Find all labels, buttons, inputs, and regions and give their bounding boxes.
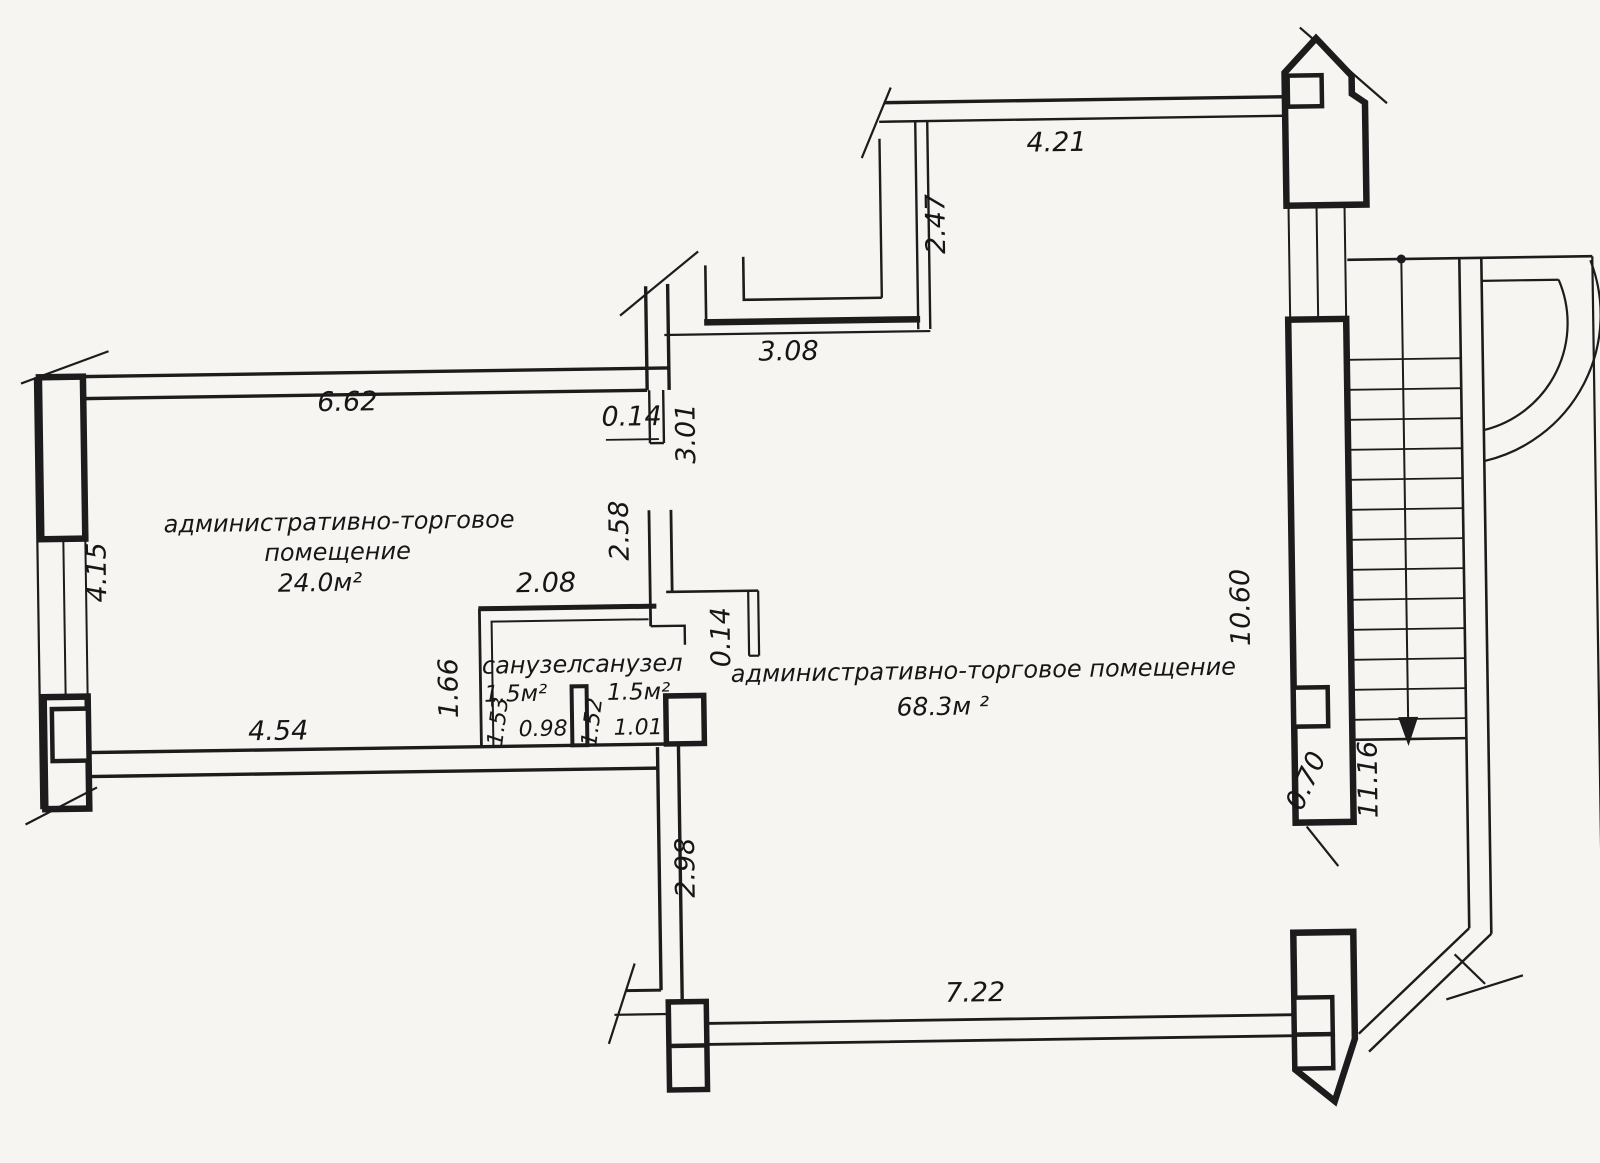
dim-bath-left-inner-width: 0.98 (518, 716, 568, 743)
room-small-top-wall (81, 251, 700, 398)
dim-bay-depth: 2.47 (920, 193, 953, 255)
dim-bottom-left-wall: 4.54 (247, 715, 309, 748)
room-large-area: 68.3м ² (896, 691, 990, 722)
dim-left-wall: 4.15 (81, 542, 114, 603)
dim-mid-wall: 3.08 (758, 335, 819, 368)
room-small-bottom-wall (88, 695, 705, 776)
dim-niche-drop: 3.01 (670, 403, 703, 464)
dim-right-wall-stub: 0.70 (1279, 747, 1333, 815)
room-small-name-line2: помещение (263, 536, 412, 567)
dim-partition-lower: 2.98 (669, 837, 702, 899)
room-small-area: 24.0м² (277, 567, 363, 598)
bathroom-right-name: санузел (581, 648, 683, 679)
dim-top-wall: 4.21 (1026, 126, 1087, 159)
right-window-wall (1289, 205, 1347, 320)
dim-wall-thickness: 0.14 (705, 606, 738, 668)
stairwell (1345, 252, 1600, 976)
lower-partition (604, 743, 707, 1090)
bathroom-left-name: санузел (481, 650, 583, 680)
bathroom-right-area: 1.5м² (606, 678, 671, 706)
dim-partition-upper: 2.58 (603, 500, 636, 561)
dim-bath-left-inner-height: 1.53 (483, 695, 515, 748)
bottom-right-diagonal-wall (1357, 927, 1524, 1051)
stair-direction-arrow (1391, 254, 1418, 746)
dimension-labels (75, 122, 1387, 1021)
dim-bottom-wall: 7.22 (944, 977, 1006, 1009)
top-right-column (1284, 26, 1389, 205)
mid-step-walls (663, 254, 930, 335)
dim-stair-run: 11.16 (1352, 740, 1385, 819)
dim-top-left-wall: 6.62 (317, 386, 378, 419)
dim-bath-right-inner-height: 1.52 (577, 696, 609, 749)
bottom-right-column (1293, 932, 1356, 1102)
room-large-name: административно-торговое помещение (730, 652, 1237, 689)
dim-bath-right-inner-width: 1.01 (613, 715, 663, 741)
dim-niche-offset: 0.14 (601, 401, 662, 433)
dim-bath-left-height: 1.66 (433, 657, 466, 719)
dim-bath-block-width: 2.08 (515, 567, 577, 600)
bathroom-left-area: 1.5м² (483, 680, 548, 708)
dim-right-wall: 10.60 (1224, 568, 1258, 647)
bottom-wall (707, 1015, 1295, 1045)
room-small-name-line1: административно-торговое (163, 505, 515, 539)
